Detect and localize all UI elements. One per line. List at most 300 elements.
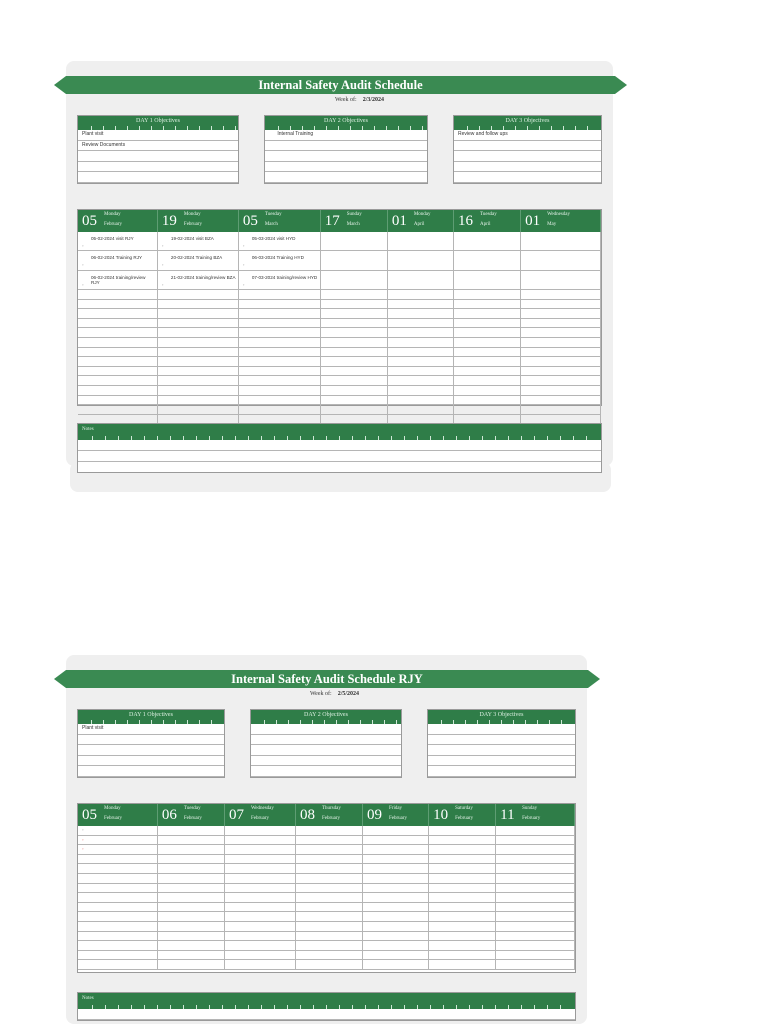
schedule-cell[interactable] <box>78 338 158 347</box>
checkbox-icon[interactable]: ▫ <box>82 262 84 267</box>
schedule-cell[interactable] <box>521 271 601 290</box>
schedule-cell[interactable] <box>239 290 321 299</box>
schedule-cell[interactable] <box>521 232 601 250</box>
schedule-cell[interactable] <box>388 376 454 385</box>
schedule-cell[interactable] <box>78 941 158 950</box>
day-weekday: Monday <box>413 212 431 217</box>
day-header <box>78 804 158 826</box>
schedule1-week-label: Week of: <box>335 97 357 103</box>
schedule-cell[interactable] <box>239 251 321 270</box>
day-header <box>158 210 239 232</box>
table-row <box>78 903 575 913</box>
notes-heading: Notes <box>78 993 575 1009</box>
schedule-cell[interactable] <box>78 405 158 414</box>
schedule-cell[interactable] <box>78 367 158 376</box>
table-row <box>78 251 601 271</box>
schedule-cell[interactable] <box>78 884 158 893</box>
schedule-cell[interactable] <box>296 826 363 835</box>
schedule-cell[interactable] <box>296 922 363 931</box>
day-header <box>496 804 575 826</box>
schedule-cell[interactable] <box>158 864 225 873</box>
schedule-cell[interactable] <box>239 319 321 328</box>
checkbox-icon[interactable]: ▫ <box>82 242 84 248</box>
schedule-cell[interactable] <box>296 874 363 883</box>
schedule-cell[interactable] <box>225 836 296 845</box>
schedule-cell[interactable] <box>78 836 158 845</box>
objectives-heading: DAY 2 Objectives <box>265 116 427 130</box>
schedule-cell[interactable] <box>454 251 521 270</box>
schedule-cell[interactable] <box>158 386 239 395</box>
objective-row[interactable] <box>265 172 427 183</box>
schedule-cell[interactable] <box>78 232 158 250</box>
schedule-cell[interactable] <box>239 338 321 347</box>
schedule-cell[interactable] <box>296 884 363 893</box>
schedule-cell[interactable] <box>321 348 388 357</box>
schedule-cell[interactable] <box>454 232 521 250</box>
schedule-cell[interactable] <box>363 903 429 912</box>
schedule-cell[interactable] <box>363 845 429 854</box>
day-number: 01 <box>525 213 541 229</box>
schedule-cell[interactable] <box>78 376 158 385</box>
schedule-cell[interactable] <box>78 922 158 931</box>
schedule1-week-value: 2/3/2024 <box>362 97 385 103</box>
day-month: March <box>346 222 360 227</box>
schedule-cell[interactable] <box>78 290 158 299</box>
schedule-cell[interactable] <box>429 884 496 893</box>
schedule-cell[interactable] <box>388 232 454 250</box>
day-number: 05 <box>82 807 97 823</box>
objective-row[interactable] <box>428 766 575 777</box>
schedule-cell[interactable] <box>225 941 296 950</box>
schedule-cell[interactable] <box>363 951 429 960</box>
schedule-cell[interactable] <box>496 864 575 873</box>
schedule-cell[interactable] <box>388 319 454 328</box>
schedule-cell[interactable] <box>388 271 454 290</box>
schedule-cell[interactable] <box>388 367 454 376</box>
notes-row[interactable] <box>78 451 601 462</box>
schedule-cell[interactable] <box>521 319 601 328</box>
schedule-cell[interactable] <box>78 357 158 366</box>
schedule-cell[interactable] <box>521 405 601 414</box>
day-number: 06 <box>161 807 177 823</box>
objective-row[interactable] <box>454 151 601 162</box>
schedule-cell[interactable] <box>496 874 575 883</box>
schedule-cell[interactable] <box>363 874 429 883</box>
schedule-cell[interactable] <box>239 357 321 366</box>
schedule-cell[interactable] <box>296 960 363 969</box>
schedule-cell[interactable] <box>78 951 158 960</box>
schedule-cell[interactable] <box>521 386 601 395</box>
schedule-cell[interactable] <box>78 328 158 337</box>
schedule-cell[interactable] <box>78 271 158 290</box>
day-header <box>296 804 363 826</box>
schedule-cell[interactable] <box>363 893 429 902</box>
objective-row[interactable] <box>251 756 401 767</box>
schedule-cell[interactable] <box>239 405 321 414</box>
day-month: February <box>455 816 474 821</box>
schedule-cell[interactable] <box>78 903 158 912</box>
schedule-cell[interactable] <box>454 319 521 328</box>
day-month: February <box>183 222 202 227</box>
schedule-cell[interactable] <box>363 836 429 845</box>
schedule-cell[interactable] <box>158 309 239 318</box>
schedule-cell[interactable] <box>454 328 521 337</box>
schedule-cell[interactable] <box>429 951 496 960</box>
schedule-cell[interactable] <box>158 300 239 309</box>
objective-row[interactable]: Plant visit <box>78 724 224 735</box>
schedule-cell[interactable] <box>239 367 321 376</box>
schedule-cell[interactable] <box>321 300 388 309</box>
schedule-cell[interactable] <box>158 232 239 250</box>
schedule-cell[interactable] <box>225 903 296 912</box>
schedule1-title-banner <box>66 76 615 94</box>
schedule-cell[interactable] <box>454 376 521 385</box>
schedule-cell[interactable] <box>296 951 363 960</box>
schedule-cell[interactable] <box>429 826 496 835</box>
schedule-cell[interactable] <box>388 396 454 405</box>
objective-row[interactable] <box>265 141 427 152</box>
schedule-cell[interactable] <box>158 251 239 270</box>
objective-row[interactable]: Review and follow ups <box>454 130 601 141</box>
schedule-cell[interactable] <box>521 396 601 405</box>
schedule-cell[interactable] <box>158 836 225 845</box>
schedule-cell[interactable] <box>429 912 496 921</box>
schedule-cell[interactable] <box>388 348 454 357</box>
schedule-cell[interactable] <box>158 271 239 290</box>
schedule-cell[interactable] <box>158 376 239 385</box>
schedule-cell[interactable] <box>321 405 388 414</box>
schedule-cell[interactable] <box>388 328 454 337</box>
notes-row[interactable] <box>78 462 601 472</box>
checkbox-icon[interactable]: ▫ <box>242 242 245 248</box>
schedule-cell[interactable] <box>321 328 388 337</box>
schedule-cell[interactable] <box>78 396 158 405</box>
schedule-cell[interactable] <box>158 367 239 376</box>
schedule-cell[interactable] <box>321 232 388 250</box>
objective-row[interactable] <box>428 756 575 767</box>
day-weekday: Tuesday <box>479 212 497 217</box>
schedule-cell[interactable] <box>158 922 225 931</box>
schedule-cell[interactable] <box>429 845 496 854</box>
schedule-cell[interactable] <box>78 960 158 969</box>
schedule-cell[interactable] <box>363 855 429 864</box>
schedule-cell[interactable] <box>225 855 296 864</box>
schedule-cell[interactable] <box>158 290 239 299</box>
schedule-cell[interactable] <box>321 290 388 299</box>
objective-row[interactable] <box>251 735 401 746</box>
schedule-cell[interactable] <box>158 903 225 912</box>
table-row <box>78 328 601 338</box>
schedule-cell[interactable] <box>78 309 158 318</box>
schedule-cell[interactable] <box>296 893 363 902</box>
day-month: February <box>389 816 408 821</box>
schedule-cell[interactable] <box>321 251 388 270</box>
schedule-cell[interactable] <box>363 912 429 921</box>
schedule-cell[interactable] <box>388 405 454 414</box>
checkbox-icon[interactable]: ▫ <box>161 281 164 287</box>
schedule-cell[interactable] <box>225 951 296 960</box>
schedule2-title: Internal Safety Audit Schedule RJY <box>231 672 423 686</box>
objective-row[interactable] <box>454 141 601 152</box>
schedule-cell[interactable] <box>454 309 521 318</box>
checkbox-icon[interactable]: ▫ <box>161 262 164 267</box>
schedule-cell[interactable] <box>78 386 158 395</box>
objective-row[interactable] <box>454 162 601 173</box>
objective-row[interactable] <box>251 745 401 756</box>
schedule-cell[interactable] <box>296 932 363 941</box>
schedule-cell[interactable] <box>363 941 429 950</box>
checkbox-icon[interactable]: ▫ <box>242 281 245 287</box>
schedule-cell[interactable] <box>158 357 239 366</box>
schedule-cell[interactable] <box>454 405 521 414</box>
schedule-cell[interactable] <box>296 845 363 854</box>
day-header <box>363 804 429 826</box>
schedule-cell[interactable] <box>225 845 296 854</box>
schedule-cell[interactable] <box>321 357 388 366</box>
schedule-cell[interactable] <box>296 903 363 912</box>
schedule-cell[interactable] <box>225 922 296 931</box>
schedule-cell[interactable] <box>225 864 296 873</box>
schedule-cell[interactable] <box>225 912 296 921</box>
schedule-cell[interactable] <box>296 836 363 845</box>
schedule-cell[interactable] <box>429 864 496 873</box>
schedule-cell[interactable] <box>496 922 575 931</box>
schedule-entry: 19-02-2024 visit BZA <box>170 236 214 241</box>
schedule-cell[interactable] <box>158 941 225 950</box>
schedule-cell[interactable] <box>363 932 429 941</box>
schedule-cell[interactable] <box>454 271 521 290</box>
schedule-cell[interactable] <box>321 319 388 328</box>
checkbox-icon[interactable]: ▫ <box>161 242 164 248</box>
schedule-cell[interactable] <box>78 893 158 902</box>
schedule-cell[interactable] <box>239 396 321 405</box>
schedule-cell[interactable] <box>521 328 601 337</box>
schedule-cell[interactable] <box>225 960 296 969</box>
schedule-cell[interactable] <box>429 932 496 941</box>
schedule-cell[interactable] <box>78 855 158 864</box>
schedule-cell[interactable] <box>429 922 496 931</box>
schedule-cell[interactable] <box>496 951 575 960</box>
schedule-cell[interactable] <box>521 338 601 347</box>
schedule-cell[interactable] <box>429 874 496 883</box>
objective-row[interactable] <box>251 724 401 735</box>
schedule-cell[interactable] <box>225 884 296 893</box>
schedule-cell[interactable] <box>521 367 601 376</box>
schedule-cell[interactable] <box>388 300 454 309</box>
schedule-cell[interactable] <box>521 357 601 366</box>
schedule-cell[interactable] <box>321 396 388 405</box>
schedule-cell[interactable] <box>296 864 363 873</box>
schedule-cell[interactable] <box>363 960 429 969</box>
schedule-cell[interactable] <box>496 845 575 854</box>
schedule-cell[interactable] <box>225 932 296 941</box>
schedule-cell[interactable] <box>239 309 321 318</box>
schedule-cell[interactable] <box>388 251 454 270</box>
schedule-cell[interactable] <box>158 396 239 405</box>
schedule-cell[interactable] <box>239 271 321 290</box>
schedule-cell[interactable] <box>496 836 575 845</box>
objective-row[interactable] <box>251 766 401 777</box>
schedule-cell[interactable] <box>158 348 239 357</box>
schedule-cell[interactable] <box>388 357 454 366</box>
schedule-cell[interactable] <box>496 903 575 912</box>
checkbox-icon[interactable]: ▫ <box>82 827 84 832</box>
schedule-cell[interactable] <box>388 338 454 347</box>
day-weekday: Thursday <box>321 806 341 811</box>
checkbox-icon[interactable]: ▫ <box>82 281 84 287</box>
objective-row[interactable]: Review Documents <box>78 141 238 152</box>
schedule-cell[interactable] <box>321 376 388 385</box>
schedule-cell[interactable] <box>454 396 521 405</box>
schedule-entry: 05-03-2024 visit HYD <box>251 236 296 241</box>
schedule-cell[interactable] <box>454 367 521 376</box>
schedule-cell[interactable] <box>429 836 496 845</box>
schedule-cell[interactable] <box>78 300 158 309</box>
schedule-cell[interactable] <box>158 328 239 337</box>
schedule-cell[interactable] <box>388 290 454 299</box>
table-row <box>78 826 575 836</box>
objective-row[interactable]: Plant visit <box>78 130 238 141</box>
schedule-cell[interactable] <box>321 338 388 347</box>
schedule-cell[interactable] <box>239 386 321 395</box>
schedule-cell[interactable] <box>296 941 363 950</box>
objective-row[interactable]: Internal Training <box>265 130 427 141</box>
schedule-cell[interactable] <box>158 855 225 864</box>
schedule-cell[interactable] <box>496 826 575 835</box>
objective-row[interactable] <box>78 745 224 756</box>
schedule-cell[interactable] <box>158 893 225 902</box>
day-weekday: Wednesday <box>547 212 571 217</box>
schedule-cell[interactable] <box>78 845 158 854</box>
notes-row[interactable] <box>78 440 601 451</box>
schedule-cell[interactable] <box>429 903 496 912</box>
schedule-cell[interactable] <box>239 300 321 309</box>
schedule-cell[interactable] <box>78 348 158 357</box>
schedule-cell[interactable] <box>496 932 575 941</box>
schedule-cell[interactable] <box>239 348 321 357</box>
schedule-cell[interactable] <box>429 855 496 864</box>
objective-row[interactable] <box>78 756 224 767</box>
schedule-cell[interactable] <box>158 405 239 414</box>
schedule-entry: 05-02-2024 visit RJY <box>91 236 134 241</box>
schedule-cell[interactable] <box>158 874 225 883</box>
schedule-cell[interactable] <box>429 893 496 902</box>
schedule-cell[interactable] <box>521 251 601 270</box>
objective-row[interactable] <box>78 162 238 173</box>
schedule-cell[interactable] <box>388 309 454 318</box>
schedule-cell[interactable] <box>321 271 388 290</box>
schedule-cell[interactable] <box>158 884 225 893</box>
schedule-cell[interactable] <box>78 319 158 328</box>
schedule-cell[interactable] <box>158 319 239 328</box>
schedule-cell[interactable] <box>321 386 388 395</box>
schedule-cell[interactable] <box>496 855 575 864</box>
schedule-cell[interactable] <box>496 884 575 893</box>
schedule-cell[interactable] <box>363 826 429 835</box>
objective-row[interactable] <box>428 724 575 735</box>
schedule-cell[interactable] <box>158 960 225 969</box>
schedule-cell[interactable] <box>454 290 521 299</box>
schedule-cell[interactable] <box>78 874 158 883</box>
schedule-cell[interactable] <box>521 309 601 318</box>
schedule-cell[interactable] <box>454 348 521 357</box>
schedule-entry: 06-02-2024 training/review RJY <box>91 274 146 285</box>
schedule-cell[interactable] <box>239 376 321 385</box>
schedule-cell[interactable] <box>321 309 388 318</box>
schedule-cell[interactable] <box>496 912 575 921</box>
checkbox-icon[interactable]: ▫ <box>242 262 245 267</box>
schedule-cell[interactable] <box>429 941 496 950</box>
schedule-cell[interactable] <box>158 338 239 347</box>
schedule-cell[interactable] <box>321 367 388 376</box>
schedule-cell[interactable] <box>521 348 601 357</box>
schedule-cell[interactable] <box>454 338 521 347</box>
schedule-cell[interactable] <box>496 893 575 902</box>
checkbox-icon[interactable]: ▫ <box>82 846 84 852</box>
objective-row[interactable] <box>428 735 575 746</box>
day-number: 11 <box>500 807 515 823</box>
table-row <box>78 932 575 942</box>
schedule-cell[interactable] <box>78 826 158 835</box>
schedule-cell[interactable] <box>454 300 521 309</box>
objective-row[interactable] <box>265 162 427 173</box>
schedule-cell[interactable] <box>296 855 363 864</box>
table-row <box>78 319 601 329</box>
schedule-cell[interactable] <box>78 864 158 873</box>
objective-row[interactable] <box>78 735 224 746</box>
schedule-cell[interactable] <box>239 232 321 250</box>
schedule-cell[interactable] <box>158 951 225 960</box>
schedule-cell[interactable] <box>496 941 575 950</box>
day-month: February <box>321 816 340 821</box>
schedule-cell[interactable] <box>363 864 429 873</box>
schedule-cell[interactable] <box>521 290 601 299</box>
schedule-cell[interactable] <box>454 386 521 395</box>
schedule-cell[interactable] <box>158 912 225 921</box>
schedule-cell[interactable] <box>78 251 158 270</box>
schedule-cell[interactable] <box>158 826 225 835</box>
schedule-cell[interactable] <box>454 357 521 366</box>
schedule-entry: 20-02-2024 Training BZA <box>170 255 223 260</box>
schedule-cell[interactable] <box>388 386 454 395</box>
checkbox-icon[interactable]: ▫ <box>82 836 84 842</box>
schedule-cell[interactable] <box>239 328 321 337</box>
schedule-cell[interactable] <box>225 826 296 835</box>
schedule-cell[interactable] <box>225 893 296 902</box>
schedule-cell[interactable] <box>521 300 601 309</box>
objective-row[interactable] <box>454 172 601 183</box>
schedule-cell[interactable] <box>78 932 158 941</box>
schedule-cell[interactable] <box>521 376 601 385</box>
objective-row[interactable] <box>78 151 238 162</box>
schedule-cell[interactable] <box>78 912 158 921</box>
schedule-cell[interactable] <box>225 874 296 883</box>
schedule-cell[interactable] <box>496 960 575 969</box>
schedule-cell[interactable] <box>296 912 363 921</box>
notes-row[interactable] <box>78 1009 575 1020</box>
objective-row[interactable] <box>78 172 238 183</box>
objective-row[interactable] <box>78 766 224 777</box>
schedule-cell[interactable] <box>363 922 429 931</box>
schedule-cell[interactable] <box>158 932 225 941</box>
schedule-cell[interactable] <box>158 845 225 854</box>
schedule-cell[interactable] <box>429 960 496 969</box>
objective-row[interactable] <box>428 745 575 756</box>
objective-row[interactable] <box>265 151 427 162</box>
day-weekday: Tuesday <box>183 806 201 811</box>
schedule1-day1-objectives <box>77 115 239 184</box>
schedule-cell[interactable] <box>363 884 429 893</box>
